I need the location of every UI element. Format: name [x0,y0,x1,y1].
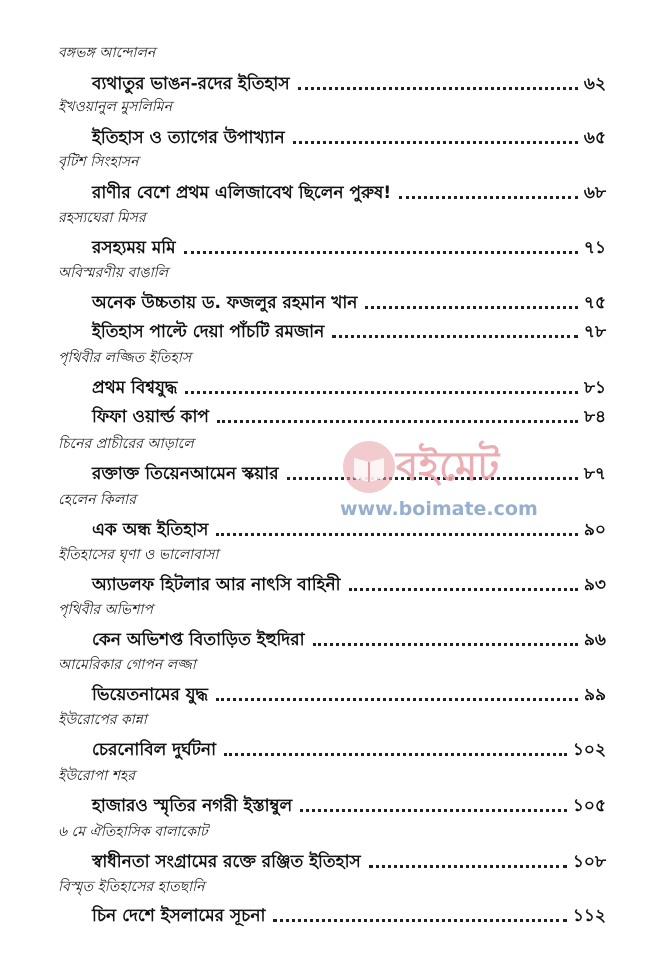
toc-entry[interactable] [92,124,606,150]
section-category: বৃটিশ সিংহাসন [58,154,139,170]
dot-leader [313,643,578,646]
section-category: বিস্মৃত ইতিহাসের হাতছানি [58,879,205,895]
entry-page-number: ১০৫ [572,796,606,816]
dot-leader [332,335,578,338]
section-category: অবিস্মরণীয় বাঙালি [58,265,169,281]
toc-entry[interactable] [92,70,606,96]
entry-page-number: ১১২ [572,906,606,926]
entry-page-number: ৮৭ [583,464,606,484]
section-category: ইউরোপা শহর [58,768,135,784]
entry-title: রক্তাক্ত তিয়েনআমেন স্কয়ার [92,464,279,484]
entry-title: প্রথম বিশ্বযুদ্ধ [92,378,178,398]
entry-page-number: ৯৬ [583,630,606,650]
dot-leader [369,865,567,868]
entry-title: চেরনোবিল দুর্ঘটনা [92,740,217,760]
dot-leader [217,420,578,423]
toc-entry[interactable] [92,289,606,315]
section-category: আমেরিকার গোপন লজ্জা [58,657,196,673]
section-category: ৬ মে ঐতিহাসিক বালাকোট [58,824,208,840]
entry-title: চিন দেশে ইসলামের সূচনা [92,906,266,926]
toc-entry[interactable] [92,403,606,429]
section-category: ইখওয়ানুল মুসলিমিন [58,99,172,115]
dot-leader [273,919,566,922]
toc-entry[interactable] [92,516,606,542]
entry-page-number: ৭১ [583,238,606,258]
section-category: রহস্যঘেরা মিসর [58,210,146,226]
entry-page-number: ৯০ [583,520,606,540]
toc-entry[interactable] [92,234,606,260]
entry-title: অ্যাডলফ হিটলার আর নাৎসি বাহিনী [92,575,341,595]
entry-page-number: ৯৯ [583,685,606,705]
toc-entry[interactable] [92,792,606,818]
entry-page-number: ৬২ [583,74,606,94]
entry-title: রাণীর বেশে প্রথম এলিজাবেথ ছিলেন পুরুষ! [92,183,392,203]
section-category: হেলেন কিলার [58,492,136,508]
entry-page-number: ৭৫ [583,293,606,313]
dot-leader [365,306,577,309]
toc-entry[interactable] [92,736,606,762]
entry-page-number: ১০২ [572,740,606,760]
entry-page-number: ৮১ [583,378,606,398]
toc-entry[interactable] [92,318,606,344]
section-category: ইতিহাসের ঘৃণা ও ভালোবাসা [58,547,219,563]
dot-leader [300,809,567,812]
dot-leader [293,141,578,144]
toc-entry[interactable] [92,460,606,486]
entry-title: ইতিহাস পাল্টে দেয়া পাঁচটি রমজান [92,322,325,342]
entry-page-number: ৬৫ [583,128,606,148]
entry-title: হাজারও স্মৃতির নগরী ইস্তাম্বুল [92,796,293,816]
dot-leader [184,251,578,254]
entry-title: ভিয়েতনামের যুদ্ধ [92,685,209,705]
section-category: ইউরোপের কান্না [58,712,147,728]
entry-page-number: ৮৪ [583,407,606,427]
entry-title: ফিফা ওয়ার্ল্ড কাপ [92,407,209,427]
dot-leader [298,87,578,90]
entry-title: ব্যথাতুর ভাঙন-রদের ইতিহাস [92,74,290,94]
dot-leader [216,698,578,701]
entry-page-number: ৬৮ [583,183,606,203]
toc-entry[interactable] [92,681,606,707]
entry-page-number: ৭৮ [583,322,606,342]
toc-entry[interactable] [92,179,606,205]
entry-title: স্বাধীনতা সংগ্রামের রক্তে রঞ্জিত ইতিহাস [92,852,361,872]
dot-leader [349,588,578,591]
toc-entry[interactable] [92,374,606,400]
toc-entry[interactable] [92,848,606,874]
entry-title: অনেক উচ্চতায় ড. ফজলুর রহমান খান [92,293,358,313]
entry-page-number: ৯৩ [583,575,606,595]
watermark-name: বইমেট [396,444,500,490]
toc-entry[interactable] [92,626,606,652]
entry-title: এক অন্ধ ইতিহাস [92,520,209,540]
section-category: বঙ্গভঙ্গ আন্দোলন [58,45,156,61]
entry-page-number: ১০৮ [572,852,606,872]
section-category: চিনের প্রাচীরের আড়ালে [58,436,194,452]
entry-title: রসহ্যময় মমি [92,238,176,258]
dot-leader [399,196,578,199]
dot-leader [185,391,578,394]
watermark-url: www.boimate.com [340,498,538,520]
toc-entry[interactable] [92,902,606,928]
section-category: পৃথিবীর অভিশাপ [58,602,153,618]
section-category: পৃথিবীর লজ্জিত ইতিহাস [58,350,192,366]
entry-title: কেন অভিশপ্ত বিতাড়িত ইহুদিরা [92,630,305,650]
dot-leader [287,477,578,480]
toc-entry[interactable] [92,571,606,597]
dot-leader [224,753,567,756]
entry-title: ইতিহাস ও ত্যাগের উপাখ্যান [92,128,285,148]
dot-leader [216,533,578,536]
